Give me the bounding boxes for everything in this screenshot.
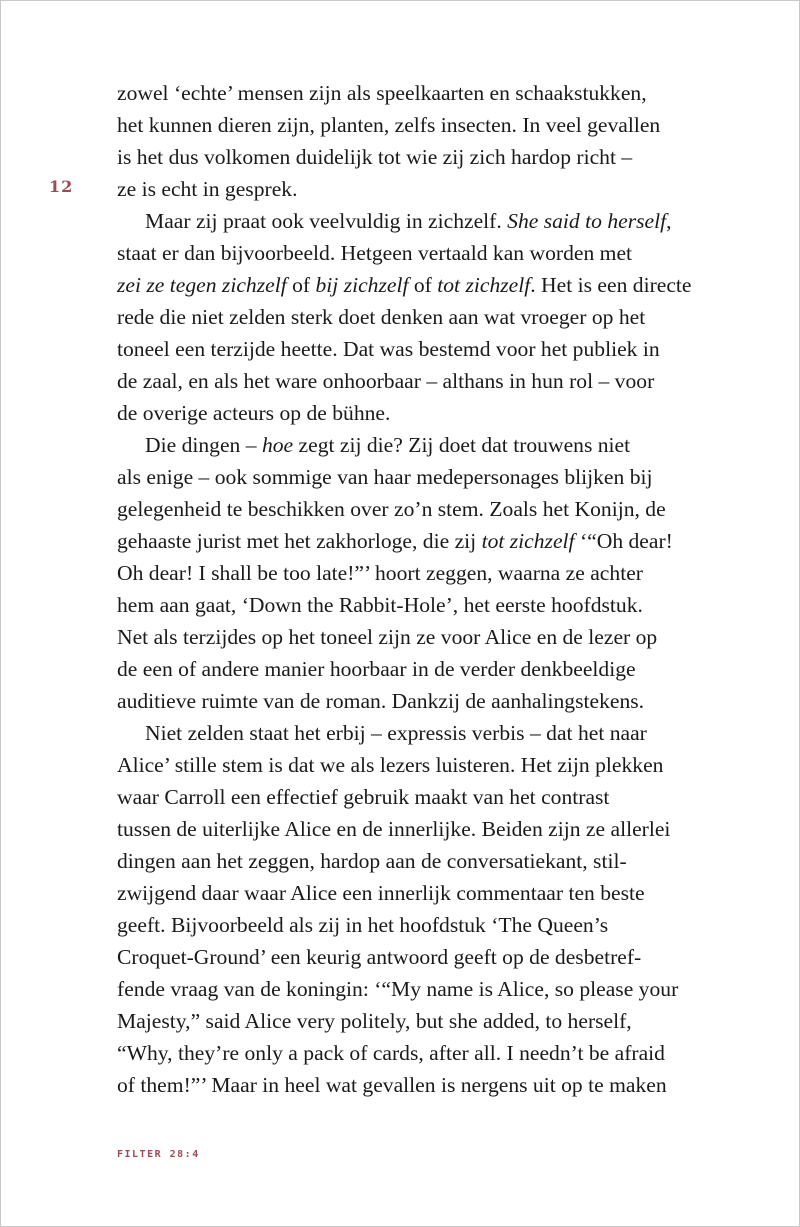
text-segment: het kunnen dieren zijn, planten, zelfs insecten. In veel gevallen: [117, 113, 661, 137]
italic-text-segment: She said to herself: [507, 209, 667, 233]
text-line: [117, 461, 689, 493]
text-line: [117, 77, 689, 109]
text-line: [117, 1069, 689, 1101]
text-segment: of: [286, 273, 316, 297]
text-segment: dingen aan het zeggen, hardop aan de conversatiekant, stil-: [117, 849, 627, 873]
text-segment: zowel ‘echte’ mensen zijn als speelkaarten en schaakstukken,: [117, 81, 647, 105]
italic-text-segment: bij zichzelf: [315, 273, 409, 297]
text-segment: de zaal, en als het ware onhoorbaar – althans in hun rol – voor: [117, 369, 655, 393]
text-line: [117, 173, 689, 205]
text-line: [117, 685, 689, 717]
text-segment: fende vraag van de koningin: ‘“My name is Alice, so please your: [117, 977, 679, 1001]
text-segment: Oh dear! I shall be too late!”’ hoort zeggen, waarna ze achter: [117, 561, 643, 585]
text-segment: Maar zij praat ook veelvuldig in zichzelf.: [145, 209, 508, 233]
italic-text-segment: tot zichzelf: [437, 273, 531, 297]
text-segment: Die dingen –: [145, 433, 262, 457]
text-segment: Croquet-Ground’ een keurig antwoord geeft op de desbetref-: [117, 945, 642, 969]
text-line: [117, 269, 692, 301]
text-segment: de overige acteurs op de bühne.: [117, 401, 391, 425]
text-line: [117, 845, 689, 877]
text-segment: . Het is een directe: [530, 273, 692, 297]
text-line: [117, 813, 689, 845]
text-line: [117, 557, 689, 589]
italic-text-segment: zei ze tegen zichzelf: [117, 273, 287, 297]
text-segment: staat er dan bijvoorbeeld. Hetgeen vertaald kan worden met: [117, 241, 633, 265]
text-line: [117, 941, 689, 973]
text-segment: of them!”’ Maar in heel wat gevallen is nergens uit op te maken: [117, 1073, 667, 1097]
text-line: [117, 365, 689, 397]
text-segment: ,: [666, 209, 672, 233]
text-line: [117, 717, 689, 749]
text-line: [117, 749, 689, 781]
text-line: [117, 525, 689, 557]
body-text: [117, 77, 692, 1101]
text-segment: Alice’ stille stem is dat we als lezers luisteren. Het zijn plekken: [117, 753, 664, 777]
text-line: [117, 973, 689, 1005]
text-line: [117, 781, 689, 813]
text-line: [117, 621, 689, 653]
italic-text-segment: hoe: [261, 433, 294, 457]
text-segment: gehaaste jurist met het zakhorloge, die zij: [117, 529, 482, 553]
text-segment: als enige – ook sommige van haar medepersonages blijken bij: [117, 465, 653, 489]
text-line: [117, 493, 689, 525]
text-segment: Niet zelden staat het erbij – expressis verbis – dat het naar: [145, 721, 647, 745]
text-segment: is het dus volkomen duidelijk tot wie zij zich hardop richt –: [117, 145, 633, 169]
text-segment: zwijgend daar waar Alice een innerlijk commentaar ten beste: [117, 881, 645, 905]
text-segment: of: [408, 273, 438, 297]
text-line: [117, 333, 689, 365]
text-line: [117, 205, 689, 237]
text-segment: auditieve ruimte van de roman. Dankzij de aanhalingstekens.: [117, 689, 645, 713]
text-line: [117, 653, 689, 685]
text-line: [117, 1037, 689, 1069]
text-line: [117, 109, 689, 141]
text-segment: Majesty,” said Alice very politely, but she added, to herself,: [117, 1009, 632, 1033]
text-segment: gelegenheid te beschikken over zo’n stem. Zoals het Konijn, de: [117, 497, 666, 521]
text-segment: de een of andere manier hoorbaar in de verder denkbeeldige: [117, 657, 636, 681]
text-line: [117, 397, 689, 429]
text-segment: “Why, they’re only a pack of cards, after all. I needn’t be afraid: [117, 1041, 665, 1065]
text-line: [117, 237, 689, 269]
text-line: [117, 1005, 689, 1037]
text-line: [117, 141, 689, 173]
text-segment: ‘“Oh dear!: [574, 529, 673, 553]
text-line: [117, 589, 689, 621]
page-number: 12: [49, 177, 74, 196]
text-line: [117, 429, 689, 461]
italic-text-segment: tot zichzelf: [481, 529, 575, 553]
text-segment: Net als terzijdes op het toneel zijn ze voor Alice en de lezer op: [117, 625, 658, 649]
text-segment: zegt zij die? Zij doet dat trouwens niet: [293, 433, 631, 457]
text-segment: tussen de uiterlijke Alice en de innerlijke. Beiden zijn ze allerlei: [117, 817, 671, 841]
text-segment: waar Carroll een effectief gebruik maakt van het contrast: [117, 785, 610, 809]
text-line: [117, 877, 689, 909]
text-segment: hem aan gaat, ‘Down the Rabbit-Hole’, het eerste hoofdstuk.: [117, 593, 643, 617]
text-line: [117, 909, 689, 941]
text-segment: toneel een terzijde heette. Dat was bestemd voor het publiek in: [117, 337, 660, 361]
text-segment: geeft. Bijvoorbeeld als zij in het hoofdstuk ‘The Queen’s: [117, 913, 609, 937]
text-segment: rede die niet zelden sterk doet denken aan wat vroeger op het: [117, 305, 646, 329]
text-line: [117, 301, 689, 333]
text-segment: ze is echt in gesprek.: [117, 177, 298, 201]
running-footer: FILTER 28:4: [117, 1149, 200, 1160]
